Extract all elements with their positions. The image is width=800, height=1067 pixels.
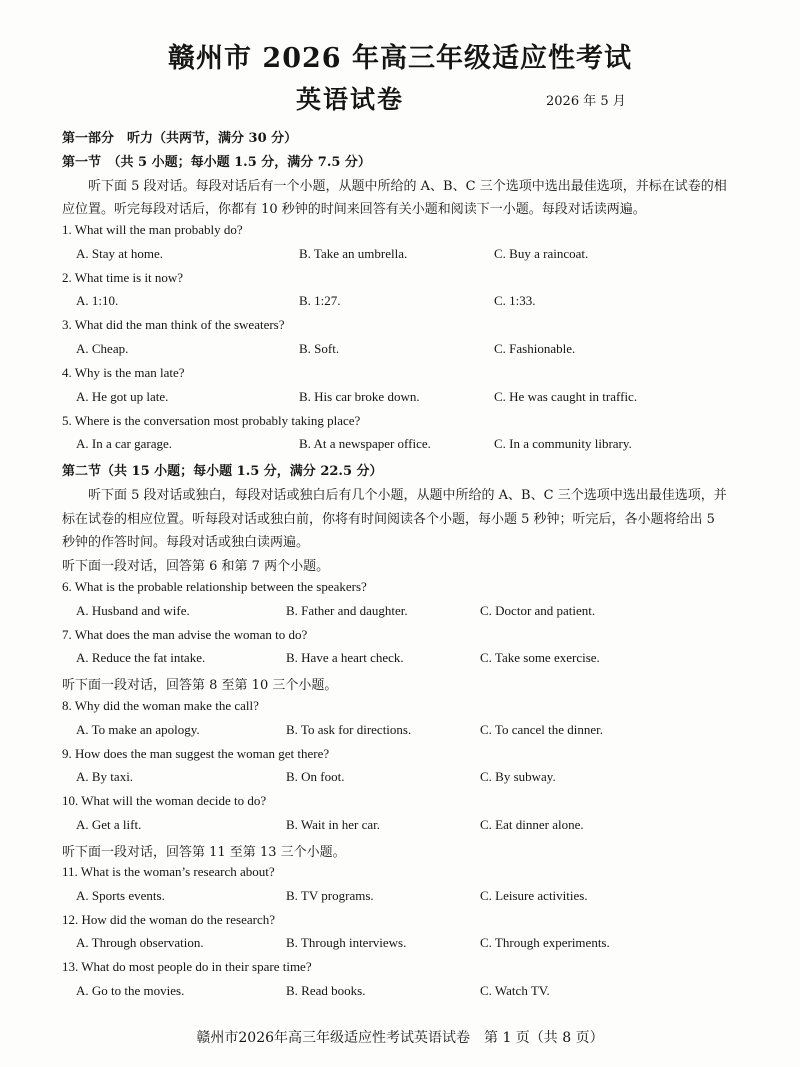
question-12: 12. How did the woman do the research? bbox=[62, 912, 275, 927]
section2-instructions-2: 标在试卷的相应位置。听每段对话或独白前，你将有时间阅读各个小题，每小题 5 秒钟；听完后，各小题将给出 5 bbox=[62, 512, 715, 527]
question-3-option-b: B. Soft. bbox=[299, 341, 340, 356]
question-12-option-b: B. Through interviews. bbox=[286, 935, 407, 950]
question-8-option-c: C. To cancel the dinner. bbox=[480, 722, 604, 737]
question-6-option-a: A. Husband and wife. bbox=[76, 603, 190, 618]
question-6: 6. What is the probable relationship between the speakers? bbox=[62, 579, 367, 594]
question-11-option-c: C. Leisure activities. bbox=[480, 888, 588, 903]
section2-instructions-3: 秒钟的作答时间。每段对话或独白读两遍。 bbox=[62, 535, 310, 550]
question-11: 11. What is the woman’s research about? bbox=[62, 864, 275, 879]
question-13-option-b: B. Read books. bbox=[286, 983, 366, 998]
part1-heading: 第一部分 听力（共两节，满分 30 分） bbox=[62, 131, 298, 146]
exam-title: 赣州市 2026 年高三年级适应性考试 bbox=[168, 43, 632, 74]
question-9: 9. How does the man suggest the woman get there? bbox=[62, 746, 330, 761]
exam-subtitle: 英语试卷 bbox=[295, 85, 404, 114]
question-2-option-c: C. 1:33. bbox=[494, 293, 536, 308]
question-5-option-a: A. In a car garage. bbox=[76, 436, 172, 451]
question-7-option-c: C. Take some exercise. bbox=[480, 650, 600, 665]
section1-instructions-2: 应位置。听完每段对话后，你都有 10 秒钟的时间来回答有关小题和阅读下一小题。每段对话读两遍。 bbox=[62, 202, 646, 217]
question-6-option-c: C. Doctor and patient. bbox=[480, 603, 596, 618]
question-9-option-c: C. By subway. bbox=[480, 769, 556, 784]
question-4: 4. Why is the man late? bbox=[62, 365, 185, 380]
question-10: 10. What will the woman decide to do? bbox=[62, 793, 267, 808]
question-11-option-a: A. Sports events. bbox=[76, 888, 165, 903]
question-13: 13. What do most people do in their spare time? bbox=[62, 959, 312, 974]
question-1-option-a: A. Stay at home. bbox=[76, 246, 164, 261]
section1-heading: 第一节 （共 5 小题；每小题 1.5 分，满分 7.5 分） bbox=[62, 155, 371, 170]
question-2-option-a: A. 1:10. bbox=[76, 293, 119, 308]
intro-11-13: 听下面一段对话，回答第 11 至第 13 三个小题。 bbox=[62, 845, 346, 860]
question-13-option-a: A. Go to the movies. bbox=[76, 983, 185, 998]
question-3-option-a: A. Cheap. bbox=[76, 341, 129, 356]
question-8-option-b: B. To ask for directions. bbox=[286, 722, 412, 737]
question-3-option-c: C. Fashionable. bbox=[494, 341, 576, 356]
question-10-option-c: C. Eat dinner alone. bbox=[480, 817, 584, 832]
intro-6-7: 听下面一段对话，回答第 6 和第 7 两个小题。 bbox=[62, 559, 330, 574]
section2-heading: 第二节（共 15 小题；每小题 1.5 分，满分 22.5 分） bbox=[62, 464, 383, 479]
question-10-option-b: B. Wait in her car. bbox=[286, 817, 381, 832]
question-11-option-b: B. TV programs. bbox=[286, 888, 374, 903]
question-5-option-b: B. At a newspaper office. bbox=[299, 436, 431, 451]
question-7: 7. What does the man advise the woman to do? bbox=[62, 627, 308, 642]
exam-date: 2026 年 5 月 bbox=[546, 94, 626, 109]
question-4-option-a: A. He got up late. bbox=[76, 389, 169, 404]
question-7-option-a: A. Reduce the fat intake. bbox=[76, 650, 206, 665]
question-13-option-c: C. Watch TV. bbox=[480, 983, 550, 998]
question-8-option-a: A. To make an apology. bbox=[76, 722, 200, 737]
intro-8-10: 听下面一段对话，回答第 8 至第 10 三个小题。 bbox=[62, 678, 338, 693]
question-9-option-b: B. On foot. bbox=[286, 769, 345, 784]
question-12-option-a: A. Through observation. bbox=[76, 935, 204, 950]
question-9-option-a: A. By taxi. bbox=[76, 769, 134, 784]
question-1-option-c: C. Buy a raincoat. bbox=[494, 246, 589, 261]
question-5: 5. Where is the conversation most probably taking place? bbox=[62, 413, 361, 428]
question-4-option-b: B. His car broke down. bbox=[299, 389, 420, 404]
section1-instructions-1: 听下面 5 段对话。每段对话后有一个小题，从题中所给的 A、B、C 三个选项中选出最佳选项，并标在试卷的相 bbox=[88, 179, 727, 194]
question-7-option-b: B. Have a heart check. bbox=[286, 650, 404, 665]
page-footer: 赣州市2026年高三年级适应性考试英语试卷 第 1 页（共 8 页） bbox=[196, 1030, 604, 1046]
question-5-option-c: C. In a community library. bbox=[494, 436, 632, 451]
question-12-option-c: C. Through experiments. bbox=[480, 935, 610, 950]
question-4-option-c: C. He was caught in traffic. bbox=[494, 389, 638, 404]
section2-instructions-1: 听下面 5 段对话或独白，每段对话或独白后有几个小题，从题中所给的 A、B、C 三个选项中选出最佳选项，并 bbox=[88, 488, 727, 503]
question-1: 1. What will the man probably do? bbox=[62, 222, 243, 237]
question-2: 2. What time is it now? bbox=[62, 270, 184, 285]
question-8: 8. Why did the woman make the call? bbox=[62, 698, 259, 713]
question-2-option-b: B. 1:27. bbox=[299, 293, 341, 308]
question-6-option-b: B. Father and daughter. bbox=[286, 603, 408, 618]
question-10-option-a: A. Get a lift. bbox=[76, 817, 142, 832]
question-1-option-b: B. Take an umbrella. bbox=[299, 246, 408, 261]
question-3: 3. What did the man think of the sweaters? bbox=[62, 317, 285, 332]
